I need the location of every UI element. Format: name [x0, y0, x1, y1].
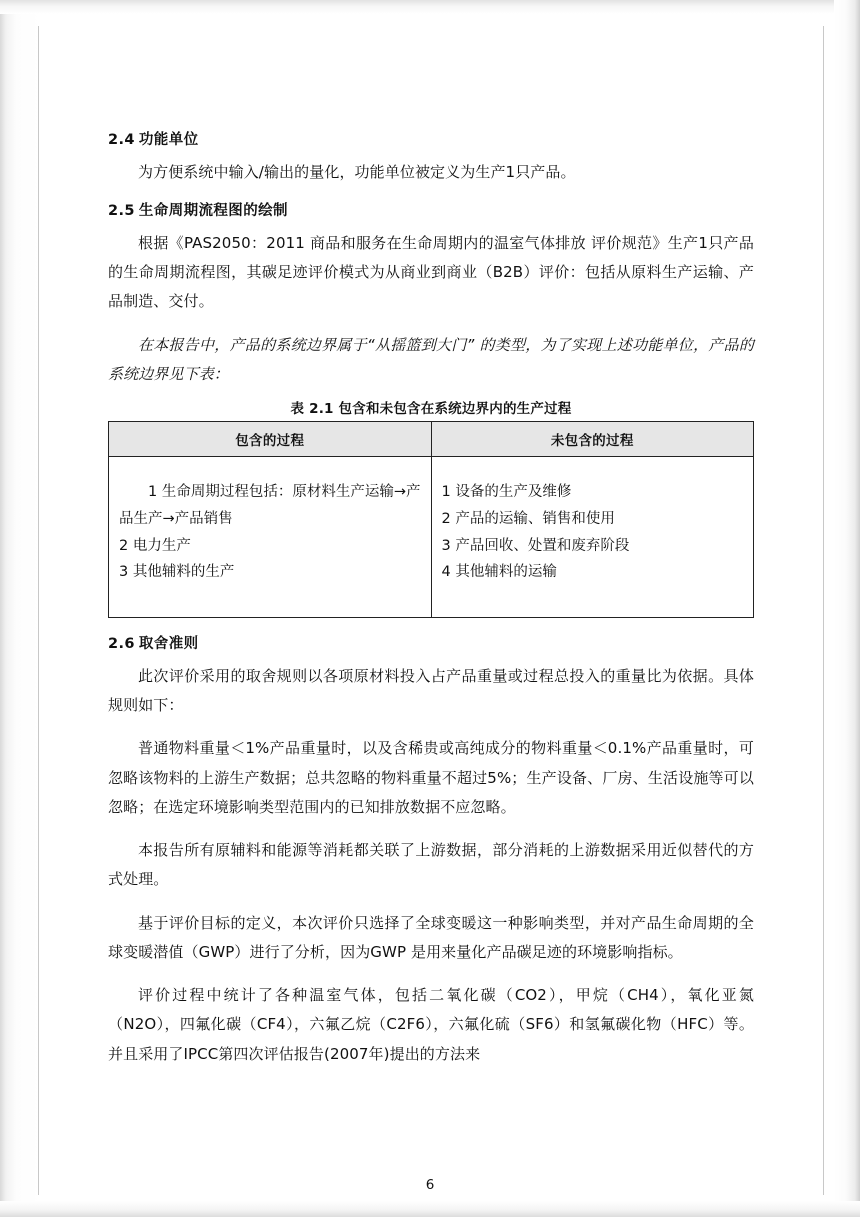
- paragraph-2-5-1: 根据《PAS2050：2011 商品和服务在生命周期内的温室气体排放 评价规范》生产1只产品的生命周期流程图，其碳足迹评价模式为从商业到商业（B2B）评价：包括从原料生产运输、产品制造、交付。: [108, 233, 754, 311]
- section-title-2-5: 生命周期流程图的绘制: [138, 203, 288, 219]
- section-heading-2-5: [108, 201, 754, 223]
- paragraph-2-5-2: 在本报告中，产品的系统边界属于“从摇篮到大门” 的类型，为了实现上述功能单位，产品的系统边界见下表：: [108, 335, 754, 383]
- paragraph-2-6-4: 基于评价目标的定义，本次评价只选择了全球变暖这一种影响类型，并对产品生命周期的全球变暖潜值（GWP）进行了分析，因为GWP 是用来量化产品碳足迹的环境影响指标。: [108, 913, 754, 961]
- table-header-row: [109, 422, 754, 457]
- section-title-2-6: 取舍准则: [138, 636, 199, 652]
- excluded-item-1: 1 设备的生产及维修: [441, 484, 572, 500]
- system-boundary-table: [108, 421, 754, 618]
- included-item-1: 1 生命周期过程包括：原材料生产运输→产品生产→产品销售: [119, 484, 421, 527]
- table-header-included: 包含的过程: [109, 422, 432, 457]
- section-number-2-4: 2.4: [108, 132, 135, 148]
- paragraph-2-6-2: 普通物料重量＜1%产品重量时，以及含稀贵或高纯成分的物料重量＜0.1%产品重量时，可忽略该物料的上游生产数据；总共忽略的物料重量不超过5%；生产设备、厂房、生活设施等可以忽略；在选定环境影响类型范围内的已知排放数据不应忽略。: [108, 739, 754, 816]
- scan-edge-top: [0, 0, 860, 14]
- page-border-line-right: [823, 26, 824, 1195]
- scan-edge-bottom: [0, 1201, 860, 1217]
- paragraph-2-6-1: 此次评价采用的取舍规则以各项原材料投入占产品重量或过程总投入的重量比为依据。具体规则如下：: [108, 666, 754, 714]
- spacer: [108, 618, 754, 634]
- paragraph-2-6-5: 评价过程中统计了各种温室气体，包括二氧化碳（CO2），甲烷（CH4），氧化亚氮（N2O），四氟化碳（CF4），六氟乙烷（C2F6），六氟化硫（SF6）和氢氟碳化物（HFC）等。并且采用了IPCC第四次评估报告(2007年)提出的方法来: [108, 986, 754, 1063]
- spacer: [108, 724, 754, 734]
- spacer: [108, 899, 754, 909]
- page-content: [108, 130, 754, 1073]
- scan-edge-right: [834, 0, 860, 1217]
- table-cell-included: [109, 457, 432, 618]
- section-title-2-4: 功能单位: [138, 132, 199, 148]
- section-heading-2-4: [108, 130, 754, 152]
- spacer: [108, 826, 754, 836]
- paragraph-2-4-1: 为方便系统中输入/输出的量化，功能单位被定义为生产1只产品。: [138, 162, 576, 181]
- excluded-item-3: 3 产品回收、处置和废弃阶段: [441, 537, 630, 554]
- table-row: [109, 457, 754, 618]
- table-cell-excluded: [431, 457, 754, 618]
- page-number: 6: [425, 1177, 435, 1193]
- included-item-3: 3 其他辅料的生产: [119, 564, 235, 581]
- spacer: [108, 191, 754, 201]
- paragraph-2-6-3: 本报告所有原辅料和能源等消耗都关联了上游数据，部分消耗的上游数据采用近似替代的方式处理。: [108, 841, 754, 889]
- table-header-excluded: 未包含的过程: [431, 422, 754, 457]
- excluded-item-2: 2 产品的运输、销售和使用: [441, 510, 615, 527]
- excluded-item-4: 4 其他辅料的运输: [441, 564, 557, 581]
- section-number-2-6: 2.6: [108, 636, 135, 652]
- section-number-2-5: 2.5: [108, 203, 135, 219]
- page-border-line-left: [38, 26, 39, 1195]
- table-caption: 表 2.1 包含和未包含在系统边界内的生产过程: [290, 401, 572, 417]
- included-item-2: 2 电力生产: [119, 537, 191, 554]
- spacer: [108, 971, 754, 981]
- section-heading-2-6: [108, 634, 754, 656]
- spacer: [108, 321, 754, 331]
